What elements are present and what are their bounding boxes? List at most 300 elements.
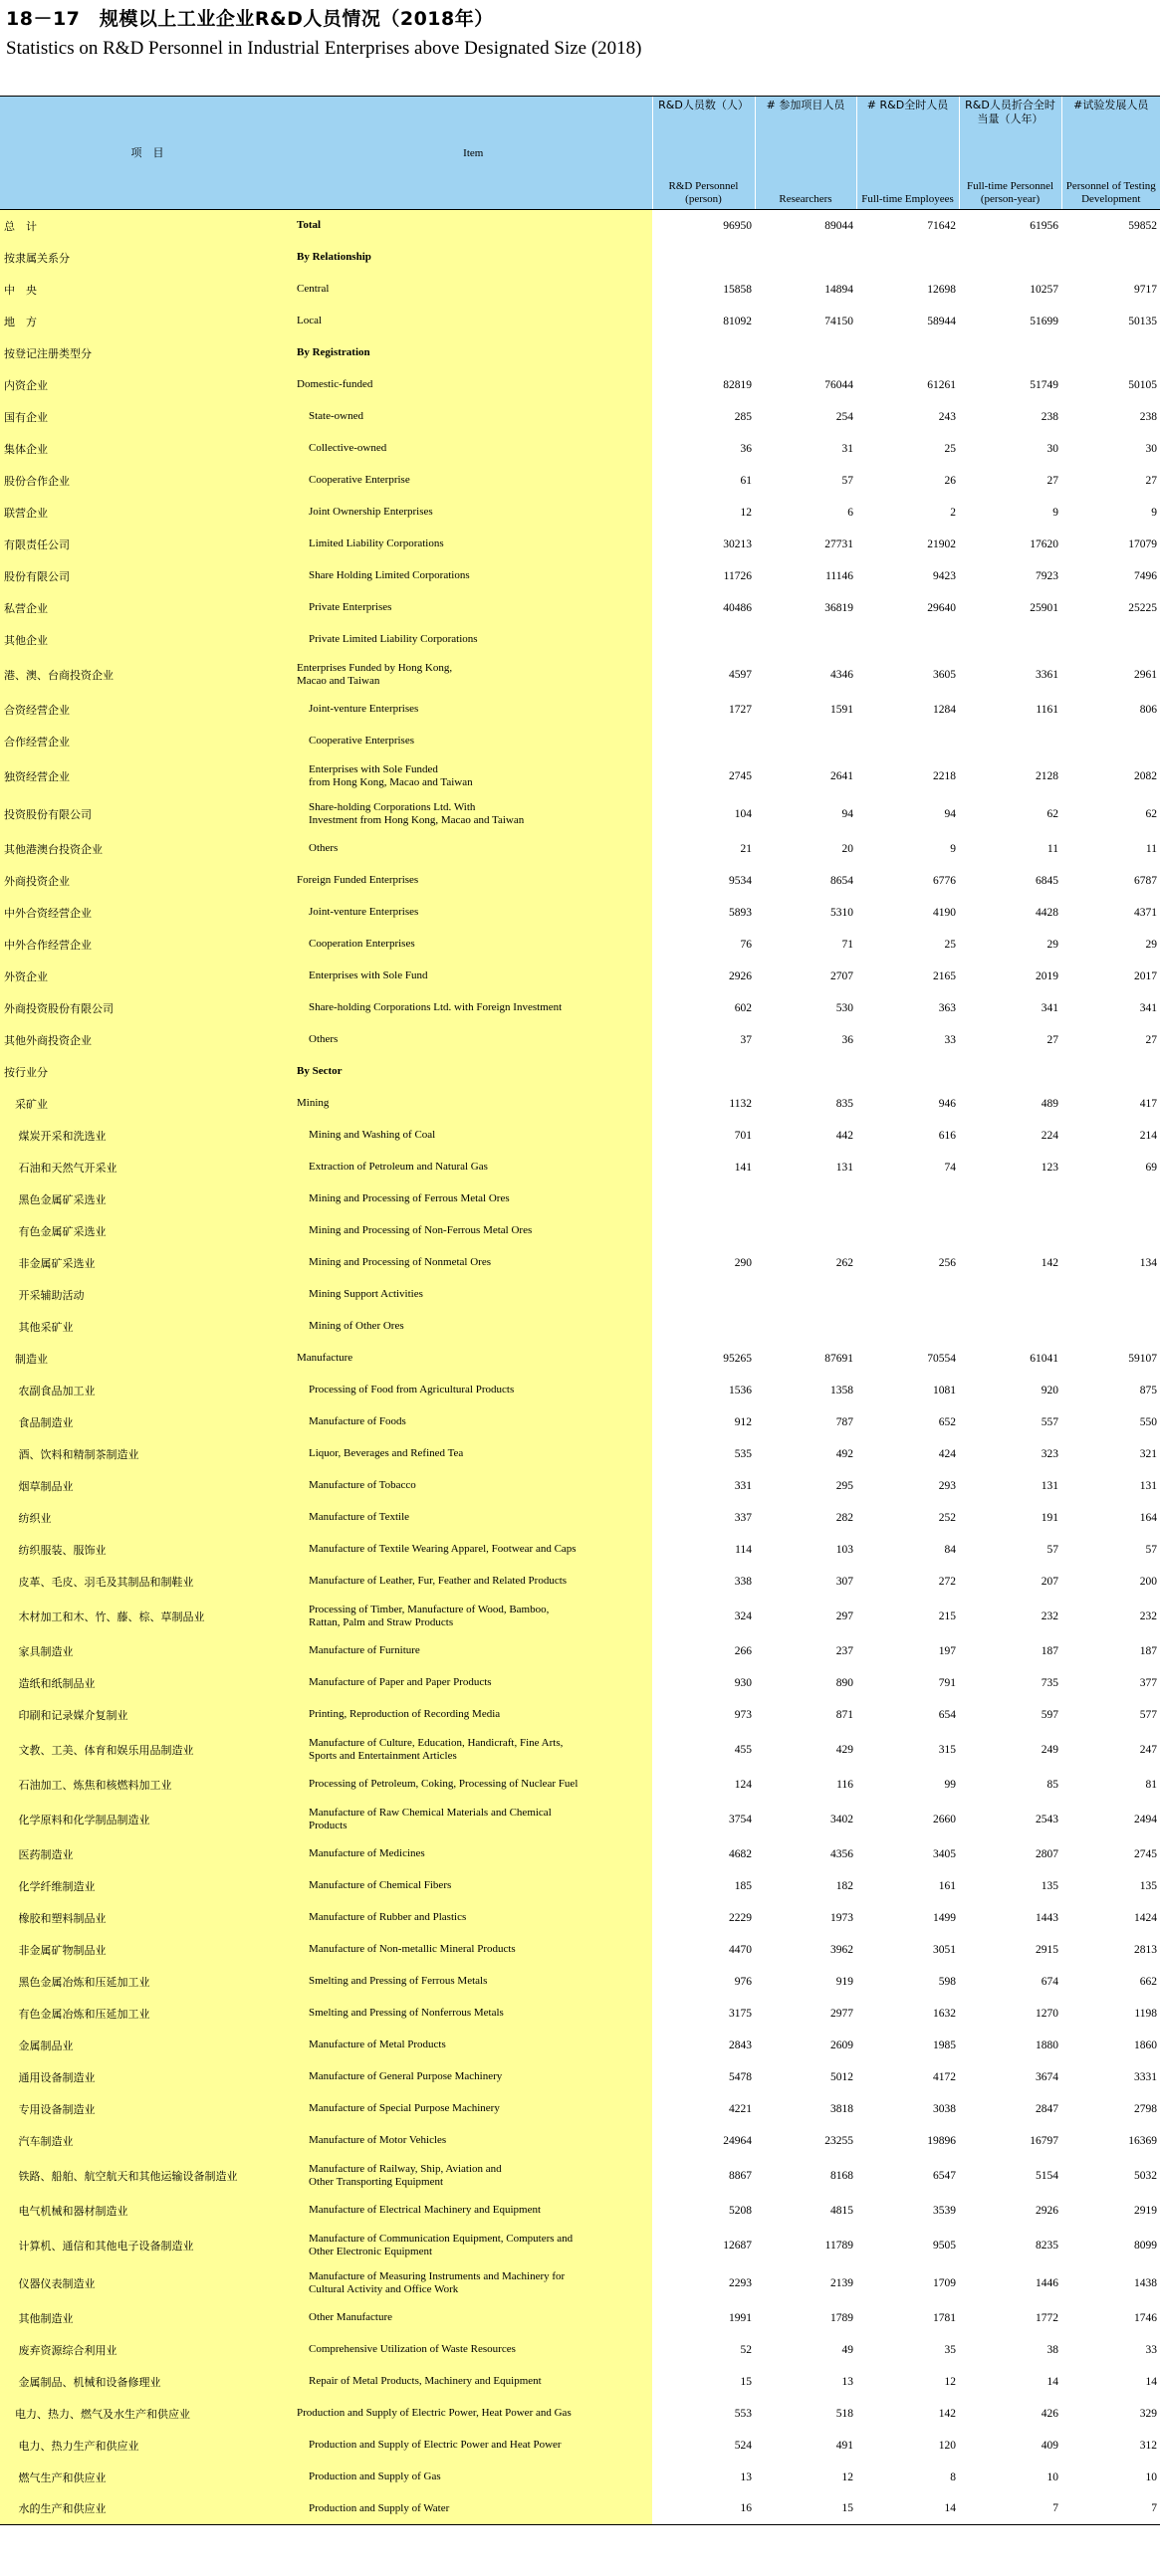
cell-rd-personnel: 5208: [652, 2195, 755, 2227]
table-row: [0, 1635, 1160, 1667]
cell-full-time: 74: [856, 1152, 959, 1183]
table-row: [0, 1438, 1160, 1470]
cell-full-time-equivalent: 2847: [959, 2093, 1061, 2125]
cell-testing-development: 131: [1061, 1470, 1160, 1502]
cell-researchers: 36819: [755, 592, 856, 624]
cell-rd-personnel: [652, 726, 755, 757]
row-label-en: [295, 2125, 652, 2157]
table-row: [0, 1406, 1160, 1438]
row-label-en-line: Manufacture of Motor Vehicles: [309, 2134, 447, 2146]
row-label-en-line: Mining and Processing of Nonmetal Ores: [309, 1256, 491, 1268]
row-label-zh: 化学原料和化学制品制造业: [0, 1801, 295, 1838]
cell-testing-development: 9: [1061, 497, 1160, 529]
row-label-en: [295, 865, 652, 897]
table-row: [0, 897, 1160, 929]
cell-full-time-equivalent: 14: [959, 2366, 1061, 2398]
cell-rd-personnel: 331: [652, 1470, 755, 1502]
cell-researchers: 2609: [755, 2030, 856, 2061]
row-label-zh: 黑色金属冶炼和压延加工业: [0, 1966, 295, 1998]
row-label-en-line: Cooperation Enterprises: [309, 938, 415, 950]
cell-full-time-equivalent: 131: [959, 1470, 1061, 1502]
cell-full-time-equivalent: 1161: [959, 694, 1061, 726]
cell-full-time-equivalent: 1772: [959, 2302, 1061, 2334]
cell-full-time-equivalent: 11: [959, 833, 1061, 865]
row-label-zh: 酒、饮料和精制茶制造业: [0, 1438, 295, 1470]
row-label-zh: 其他制造业: [0, 2302, 295, 2334]
row-label-en-line: Manufacture of Textile Wearing Apparel, Footwear and Caps: [309, 1543, 577, 1555]
cell-full-time: 424: [856, 1438, 959, 1470]
cell-full-time: 1499: [856, 1902, 959, 1934]
table-row: [0, 1667, 1160, 1699]
cell-testing-development: [1061, 1311, 1160, 1343]
header-col-full-time: # R&D全时人员 Full-time Employees: [856, 97, 959, 210]
cell-full-time: 2: [856, 497, 959, 529]
cell-full-time: 142: [856, 2398, 959, 2430]
row-label-en: [295, 2398, 652, 2430]
cell-researchers: 14894: [755, 274, 856, 306]
table-row: [0, 2030, 1160, 2061]
cell-full-time: 3605: [856, 656, 959, 694]
table-row: [0, 656, 1160, 694]
cell-full-time-equivalent: 51749: [959, 369, 1061, 401]
row-label-en-line: Manufacture of Special Purpose Machinery: [309, 2102, 500, 2114]
cell-researchers: 1358: [755, 1375, 856, 1406]
row-label-en-line: Manufacture of Metal Products: [309, 2039, 446, 2050]
cell-testing-development: 232: [1061, 1598, 1160, 1635]
row-label-en: [295, 592, 652, 624]
cell-rd-personnel: 337: [652, 1502, 755, 1534]
cell-testing-development: 16369: [1061, 2125, 1160, 2157]
cell-researchers: 835: [755, 1088, 856, 1120]
cell-testing-development: [1061, 1215, 1160, 1247]
table-row: [0, 1279, 1160, 1311]
cell-testing-development: 2745: [1061, 1838, 1160, 1870]
cell-full-time: 9423: [856, 560, 959, 592]
cell-researchers: 442: [755, 1120, 856, 1152]
row-label-en-line: Manufacture of Measuring Instruments and Machinery for: [309, 2269, 566, 2282]
cell-rd-personnel: 976: [652, 1966, 755, 1998]
row-label-en: [295, 242, 652, 274]
cell-rd-personnel: [652, 337, 755, 369]
row-label-en: [295, 624, 652, 656]
cell-rd-personnel: 3175: [652, 1998, 755, 2030]
row-label-en-line: Manufacture of Railway, Ship, Aviation and: [309, 2162, 502, 2175]
row-label-en-line: Manufacture of Furniture: [309, 1644, 420, 1656]
cell-full-time-equivalent: 232: [959, 1598, 1061, 1635]
cell-full-time: 363: [856, 992, 959, 1024]
cell-full-time-equivalent: 17620: [959, 529, 1061, 560]
table-row: [0, 1024, 1160, 1056]
row-label-en-line: Share-holding Corporations Ltd. with Foreign Investment: [309, 1001, 563, 1013]
cell-full-time: 99: [856, 1769, 959, 1801]
table-row: [0, 274, 1160, 306]
cell-researchers: 131: [755, 1152, 856, 1183]
row-label-en: [295, 2493, 652, 2525]
table-row: [0, 1375, 1160, 1406]
row-label-zh: 开采辅助活动: [0, 1279, 295, 1311]
cell-testing-development: 247: [1061, 1731, 1160, 1769]
cell-researchers: 237: [755, 1635, 856, 1667]
row-label-en: [295, 1838, 652, 1870]
row-label-en: [295, 2093, 652, 2125]
cell-rd-personnel: 553: [652, 2398, 755, 2430]
row-label-en: [295, 2030, 652, 2061]
row-label-en-line: Cooperative Enterprises: [309, 735, 414, 747]
rd-personnel-table: [0, 96, 1160, 2525]
cell-researchers: 1973: [755, 1902, 856, 1934]
row-label-zh: 电力、热力、燃气及水生产和供应业: [0, 2398, 295, 2430]
row-label-zh: 投资股份有限公司: [0, 795, 295, 833]
table-row: [0, 2264, 1160, 2302]
cell-researchers: 116: [755, 1769, 856, 1801]
cell-testing-development: 25225: [1061, 592, 1160, 624]
cell-testing-development: 50135: [1061, 306, 1160, 337]
cell-rd-personnel: 12687: [652, 2227, 755, 2264]
cell-researchers: 11146: [755, 560, 856, 592]
row-label-en: [295, 1566, 652, 1598]
row-label-en-line: Other Manufacture: [309, 2311, 392, 2323]
row-label-en: [295, 1731, 652, 1769]
row-label-zh: 有色金属矿采选业: [0, 1215, 295, 1247]
cell-full-time-equivalent: 1880: [959, 2030, 1061, 2061]
cell-full-time: [856, 1215, 959, 1247]
cell-testing-development: [1061, 1279, 1160, 1311]
table-row: [0, 1056, 1160, 1088]
cell-full-time-equivalent: 16797: [959, 2125, 1061, 2157]
cell-testing-development: 2082: [1061, 757, 1160, 795]
cell-full-time-equivalent: [959, 726, 1061, 757]
row-label-en-line: Manufacture of Foods: [309, 1415, 406, 1427]
row-label-zh: 纺织业: [0, 1502, 295, 1534]
cell-full-time: 25: [856, 929, 959, 961]
cell-testing-development: 4371: [1061, 897, 1160, 929]
cell-rd-personnel: 82819: [652, 369, 755, 401]
row-label-en: [295, 1635, 652, 1667]
table-row: [0, 1566, 1160, 1598]
cell-full-time-equivalent: 557: [959, 1406, 1061, 1438]
row-label-en-line: Collective-owned: [309, 442, 387, 454]
table-row: [0, 1215, 1160, 1247]
row-label-en-line: By Sector: [297, 1065, 343, 1077]
table-row: [0, 726, 1160, 757]
cell-full-time: 33: [856, 1024, 959, 1056]
row-label-zh: 铁路、船舶、航空航天和其他运输设备制造业: [0, 2157, 295, 2195]
cell-full-time-equivalent: 2915: [959, 1934, 1061, 1966]
row-label-en-line: Manufacture of Culture, Education, Handicraft, Fine Arts,: [309, 1736, 564, 1749]
row-label-en: [295, 1406, 652, 1438]
cell-rd-personnel: 52: [652, 2334, 755, 2366]
table-row: [0, 929, 1160, 961]
cell-full-time-equivalent: [959, 242, 1061, 274]
row-label-en: [295, 2227, 652, 2264]
cell-full-time: 1985: [856, 2030, 959, 2061]
cell-testing-development: 29: [1061, 929, 1160, 961]
row-label-en: [295, 795, 652, 833]
cell-researchers: 36: [755, 1024, 856, 1056]
row-label-zh: 港、澳、台商投资企业: [0, 656, 295, 694]
table-row: [0, 1502, 1160, 1534]
row-label-zh: 金属制品、机械和设备修理业: [0, 2366, 295, 2398]
row-label-en: [295, 1056, 652, 1088]
cell-full-time-equivalent: 10257: [959, 274, 1061, 306]
row-label-zh: 电力、热力生产和供应业: [0, 2430, 295, 2462]
cell-rd-personnel: 141: [652, 1152, 755, 1183]
row-label-zh: 家具制造业: [0, 1635, 295, 1667]
cell-rd-personnel: 96950: [652, 210, 755, 242]
table-row: [0, 1769, 1160, 1801]
cell-full-time: 70554: [856, 1343, 959, 1375]
cell-researchers: 76044: [755, 369, 856, 401]
cell-full-time-equivalent: 4428: [959, 897, 1061, 929]
table-row: [0, 2195, 1160, 2227]
cell-researchers: 254: [755, 401, 856, 433]
cell-rd-personnel: 104: [652, 795, 755, 833]
cell-researchers: 20: [755, 833, 856, 865]
cell-full-time-equivalent: 27: [959, 1024, 1061, 1056]
cell-researchers: 103: [755, 1534, 856, 1566]
cell-researchers: 295: [755, 1470, 856, 1502]
table-row: [0, 1088, 1160, 1120]
row-label-en-line: Mining: [297, 1097, 330, 1109]
row-label-en-line: Others: [309, 842, 339, 854]
row-label-en-line: Production and Supply of Gas: [309, 2470, 441, 2482]
cell-rd-personnel: 2926: [652, 961, 755, 992]
cell-full-time-equivalent: 2543: [959, 1801, 1061, 1838]
cell-researchers: 4346: [755, 656, 856, 694]
cell-rd-personnel: [652, 624, 755, 656]
cell-researchers: 5310: [755, 897, 856, 929]
row-label-en-line: Local: [297, 315, 323, 326]
cell-full-time: 1781: [856, 2302, 959, 2334]
row-label-en-line: Mining of Other Ores: [309, 1320, 404, 1332]
row-label-zh: 按行业分: [0, 1056, 295, 1088]
cell-full-time-equivalent: 323: [959, 1438, 1061, 1470]
cell-full-time-equivalent: 1270: [959, 1998, 1061, 2030]
cell-full-time: 2660: [856, 1801, 959, 1838]
cell-testing-development: 10: [1061, 2462, 1160, 2493]
cell-researchers: 11789: [755, 2227, 856, 2264]
cell-rd-personnel: [652, 1279, 755, 1311]
row-label-en-line: Sports and Entertainment Articles: [309, 1749, 457, 1762]
cell-full-time: [856, 1311, 959, 1343]
cell-rd-personnel: 930: [652, 1667, 755, 1699]
row-label-zh: 计算机、通信和其他电子设备制造业: [0, 2227, 295, 2264]
row-label-en-line: Mining and Processing of Non-Ferrous Metal Ores: [309, 1224, 533, 1236]
row-label-zh: 按隶属关系分: [0, 242, 295, 274]
row-label-en: [295, 1902, 652, 1934]
row-label-zh: 内资企业: [0, 369, 295, 401]
cell-rd-personnel: [652, 1056, 755, 1088]
row-label-en: [295, 1998, 652, 2030]
cell-testing-development: [1061, 624, 1160, 656]
cell-rd-personnel: 1132: [652, 1088, 755, 1120]
cell-testing-development: 81: [1061, 1769, 1160, 1801]
table-row: [0, 433, 1160, 465]
cell-full-time-equivalent: 38: [959, 2334, 1061, 2366]
header-col-researchers: # 参加项目人员 Researchers: [755, 97, 856, 210]
cell-testing-development: 69: [1061, 1152, 1160, 1183]
row-label-en-line: Smelting and Pressing of Ferrous Metals: [309, 1975, 488, 1987]
cell-testing-development: 377: [1061, 1667, 1160, 1699]
cell-full-time: 272: [856, 1566, 959, 1598]
cell-researchers: [755, 624, 856, 656]
cell-testing-development: 2961: [1061, 656, 1160, 694]
row-label-en: [295, 1598, 652, 1635]
table-body: [0, 210, 1160, 2525]
row-label-zh: 水的生产和供应业: [0, 2493, 295, 2525]
row-label-en-line: Joint-venture Enterprises: [309, 703, 419, 715]
cell-rd-personnel: 5478: [652, 2061, 755, 2093]
cell-full-time-equivalent: 142: [959, 1247, 1061, 1279]
row-label-zh: 地 方: [0, 306, 295, 337]
cell-testing-development: 17079: [1061, 529, 1160, 560]
cell-rd-personnel: 4597: [652, 656, 755, 694]
cell-researchers: 282: [755, 1502, 856, 1534]
cell-researchers: 4815: [755, 2195, 856, 2227]
cell-researchers: 74150: [755, 306, 856, 337]
cell-full-time-equivalent: 674: [959, 1966, 1061, 1998]
row-label-en: [295, 2157, 652, 2195]
cell-rd-personnel: 15: [652, 2366, 755, 2398]
cell-researchers: 4356: [755, 1838, 856, 1870]
row-label-en: [295, 529, 652, 560]
cell-full-time: 4172: [856, 2061, 959, 2093]
cell-rd-personnel: [652, 1183, 755, 1215]
cell-rd-personnel: 1727: [652, 694, 755, 726]
row-label-zh: 采矿业: [0, 1088, 295, 1120]
cell-testing-development: 9717: [1061, 274, 1160, 306]
row-label-zh: 黑色金属矿采选业: [0, 1183, 295, 1215]
table-row: [0, 210, 1160, 242]
row-label-en: [295, 897, 652, 929]
row-label-en-line: Share Holding Limited Corporations: [309, 569, 470, 581]
row-label-zh: 造纸和纸制品业: [0, 1667, 295, 1699]
row-label-zh: 中 央: [0, 274, 295, 306]
row-label-en-line: Processing of Petroleum, Coking, Processing of Nuclear Fuel: [309, 1778, 579, 1790]
cell-full-time-equivalent: 207: [959, 1566, 1061, 1598]
cell-researchers: 2707: [755, 961, 856, 992]
cell-researchers: 57: [755, 465, 856, 497]
row-label-en: [295, 2430, 652, 2462]
row-label-zh: 燃气生产和供应业: [0, 2462, 295, 2493]
cell-testing-development: [1061, 242, 1160, 274]
cell-full-time: 12: [856, 2366, 959, 2398]
row-label-en-line: Processing of Timber, Manufacture of Wood, Bamboo,: [309, 1603, 550, 1615]
cell-rd-personnel: 973: [652, 1699, 755, 1731]
cell-full-time: 6776: [856, 865, 959, 897]
cell-full-time-equivalent: 191: [959, 1502, 1061, 1534]
cell-rd-personnel: 266: [652, 1635, 755, 1667]
cell-rd-personnel: 185: [652, 1870, 755, 1902]
cell-full-time-equivalent: 735: [959, 1667, 1061, 1699]
cell-full-time: 197: [856, 1635, 959, 1667]
cell-rd-personnel: 76: [652, 929, 755, 961]
cell-rd-personnel: 4682: [652, 1838, 755, 1870]
cell-full-time: [856, 726, 959, 757]
table-row: [0, 1699, 1160, 1731]
cell-testing-development: 14: [1061, 2366, 1160, 2398]
cell-testing-development: 7496: [1061, 560, 1160, 592]
cell-rd-personnel: 24964: [652, 2125, 755, 2157]
row-label-zh: 电气机械和器材制造业: [0, 2195, 295, 2227]
row-label-en: [295, 1024, 652, 1056]
cell-researchers: [755, 1311, 856, 1343]
table-row: [0, 1731, 1160, 1769]
row-label-en-line: Manufacture of Non-metallic Mineral Products: [309, 1943, 516, 1955]
table-row: [0, 1934, 1160, 1966]
table-row: [0, 560, 1160, 592]
cell-full-time-equivalent: 123: [959, 1152, 1061, 1183]
row-label-en-line: Investment from Hong Kong, Macao and Taiwan: [309, 813, 525, 826]
row-label-zh: 其他企业: [0, 624, 295, 656]
cell-researchers: 787: [755, 1406, 856, 1438]
cell-testing-development: 59107: [1061, 1343, 1160, 1375]
cell-full-time: 29640: [856, 592, 959, 624]
cell-full-time-equivalent: 6845: [959, 865, 1061, 897]
cell-full-time: 6547: [856, 2157, 959, 2195]
cell-full-time: 58944: [856, 306, 959, 337]
row-label-zh: 合资经营企业: [0, 694, 295, 726]
table-row: [0, 833, 1160, 865]
table-row: [0, 2302, 1160, 2334]
cell-full-time: 1709: [856, 2264, 959, 2302]
cell-full-time-equivalent: 238: [959, 401, 1061, 433]
cell-full-time: 94: [856, 795, 959, 833]
cell-rd-personnel: 455: [652, 1731, 755, 1769]
row-label-en-line: Enterprises with Sole Funded: [309, 762, 438, 775]
row-label-zh: 专用设备制造业: [0, 2093, 295, 2125]
cell-researchers: [755, 242, 856, 274]
cell-testing-development: [1061, 337, 1160, 369]
cell-researchers: 23255: [755, 2125, 856, 2157]
cell-rd-personnel: 535: [652, 1438, 755, 1470]
table-row: [0, 1183, 1160, 1215]
cell-full-time-equivalent: 2926: [959, 2195, 1061, 2227]
cell-researchers: 491: [755, 2430, 856, 2462]
cell-full-time-equivalent: 27: [959, 465, 1061, 497]
table-row: [0, 961, 1160, 992]
row-label-en: [295, 1801, 652, 1838]
cell-testing-development: 5032: [1061, 2157, 1160, 2195]
cell-testing-development: 187: [1061, 1635, 1160, 1667]
cell-researchers: 297: [755, 1598, 856, 1635]
cell-full-time: [856, 242, 959, 274]
cell-full-time: 215: [856, 1598, 959, 1635]
cell-full-time: 4190: [856, 897, 959, 929]
row-label-en-line: Cooperative Enterprise: [309, 474, 410, 486]
cell-testing-development: 329: [1061, 2398, 1160, 2430]
cell-testing-development: 417: [1061, 1088, 1160, 1120]
cell-testing-development: 33: [1061, 2334, 1160, 2366]
row-label-en-line: Printing, Reproduction of Recording Media: [309, 1708, 501, 1720]
row-label-zh: 文教、工美、体育和娱乐用品制造业: [0, 1731, 295, 1769]
table-row: [0, 795, 1160, 833]
row-label-zh: 石油和天然气开采业: [0, 1152, 295, 1183]
cell-rd-personnel: 4470: [652, 1934, 755, 1966]
cell-testing-development: 135: [1061, 1870, 1160, 1902]
row-label-zh: 化学纤维制造业: [0, 1870, 295, 1902]
row-label-en: [295, 757, 652, 795]
row-label-en: [295, 274, 652, 306]
row-label-zh: 汽车制造业: [0, 2125, 295, 2157]
table-row: [0, 1838, 1160, 1870]
cell-rd-personnel: 2293: [652, 2264, 755, 2302]
row-label-en-line: Others: [309, 1033, 339, 1045]
row-label-en-line: Other Electronic Equipment: [309, 2245, 433, 2257]
cell-full-time: [856, 1056, 959, 1088]
row-label-en-line: Private Enterprises: [309, 601, 392, 613]
row-label-en-line: Smelting and Pressing of Nonferrous Metals: [309, 2007, 504, 2019]
